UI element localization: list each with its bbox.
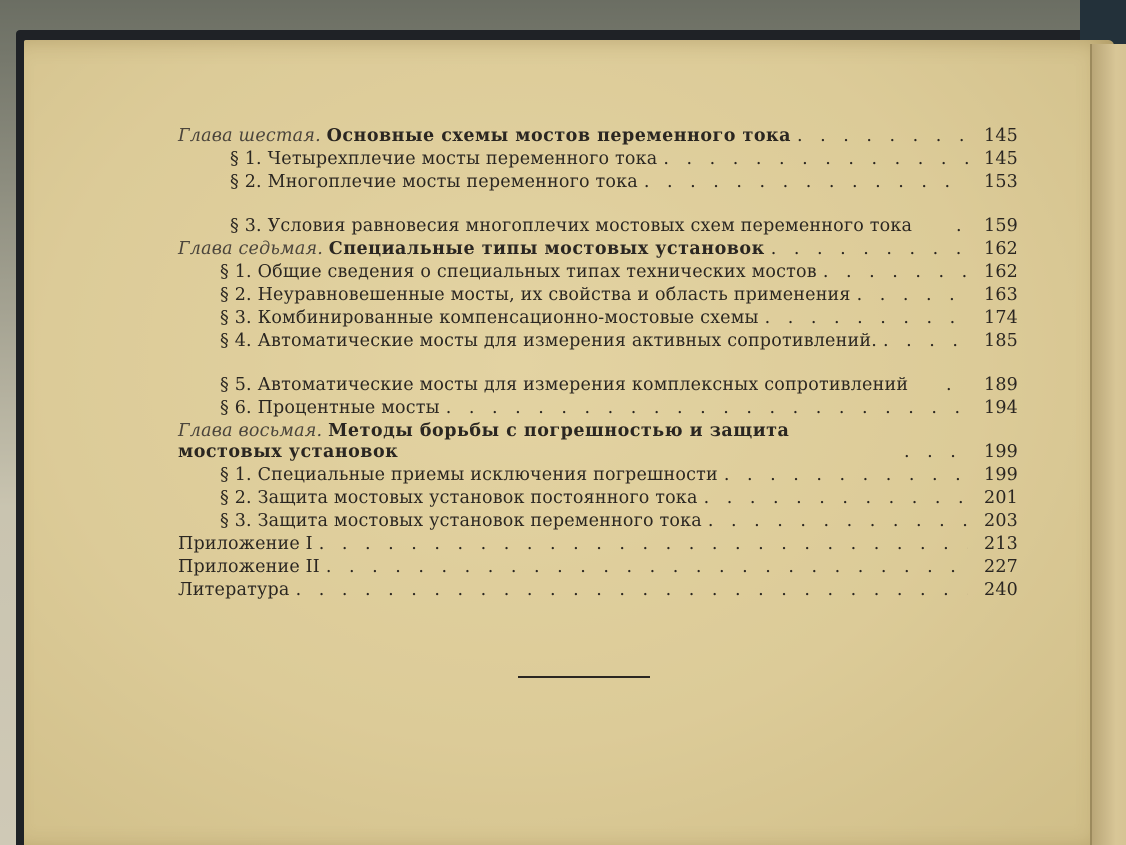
toc-section <box>178 352 1018 396</box>
toc-chapter-7 <box>178 237 1018 260</box>
dot-leader <box>823 262 968 283</box>
toc-literature <box>178 578 1018 601</box>
page-number: 194 <box>983 398 1018 418</box>
toc-section <box>178 170 1018 193</box>
appendix-text: Приложение II <box>178 557 320 577</box>
page-number: 201 <box>983 488 1018 508</box>
dot-leader <box>319 534 968 555</box>
section-text: § 2. Защита мостовых установок постоянного тока <box>220 488 698 508</box>
section-text: § 1. Общие сведения о специальных типах технических мостов <box>220 262 817 282</box>
chapter-label: Глава восьмая. <box>178 421 323 441</box>
chapter-heading <box>178 421 898 463</box>
dot-leader <box>771 239 968 260</box>
chapter-title: Основные схемы мостов переменного тока <box>326 126 792 146</box>
book-page-edge <box>1090 44 1126 845</box>
end-rule <box>518 676 650 678</box>
dot-leader <box>956 216 968 237</box>
toc-section <box>178 329 1018 352</box>
dot-leader <box>883 331 968 352</box>
section-text: § 2. Многоплечие мосты переменного тока <box>230 172 638 192</box>
section-text: § 3. Условия равновесия многоплечих мостовых схем переменного тока <box>230 216 913 236</box>
section-text: § 4. Автоматические мосты для измерения активных сопротивлений. <box>220 331 877 351</box>
toc-section <box>178 260 1018 283</box>
toc-section <box>178 486 1018 509</box>
page-number: 199 <box>983 465 1018 485</box>
page-number: 185 <box>983 331 1018 351</box>
toc-section <box>178 147 1018 170</box>
page-number: 162 <box>983 262 1018 282</box>
page-number: 153 <box>983 172 1018 192</box>
page-number: 203 <box>983 511 1018 531</box>
chapter-title: Методы борьбы с погрешностью и защита мостовых установок <box>178 421 790 462</box>
dot-leader <box>904 442 968 463</box>
dot-leader <box>857 285 968 306</box>
literature-text: Литература <box>178 580 290 600</box>
toc-section <box>178 509 1018 532</box>
page-number: 213 <box>983 534 1018 554</box>
toc-appendix <box>178 555 1018 578</box>
dot-leader <box>946 375 968 396</box>
dot-leader <box>765 308 968 329</box>
page-number: 227 <box>983 557 1018 577</box>
toc-section <box>178 463 1018 486</box>
dot-leader <box>704 488 968 509</box>
section-text: § 3. Комбинированные компенсационно-мостовые схемы <box>220 308 759 328</box>
toc-section <box>178 396 1018 419</box>
page-number: 159 <box>983 216 1018 236</box>
dot-leader <box>724 465 968 486</box>
section-text: § 1. Четырехплечие мосты переменного тока <box>230 149 658 169</box>
page-number: 189 <box>983 375 1018 395</box>
page-number: 145 <box>983 149 1018 169</box>
appendix-text: Приложение I <box>178 534 313 554</box>
dot-leader <box>326 557 968 578</box>
toc-appendix <box>178 532 1018 555</box>
dot-leader <box>708 511 968 532</box>
page-number: 163 <box>983 285 1018 305</box>
section-text: § 2. Неуравновешенные мосты, их свойства и область применения <box>220 285 851 305</box>
section-text: § 3. Защита мостовых установок переменного тока <box>220 511 702 531</box>
page-number: 240 <box>983 580 1018 600</box>
dot-leader <box>663 149 968 170</box>
chapter-label: Глава шестая. <box>178 126 321 146</box>
toc-section <box>178 283 1018 306</box>
table-of-contents <box>178 124 1018 601</box>
toc-section <box>178 306 1018 329</box>
toc-section <box>178 193 1018 237</box>
dot-leader <box>446 398 968 419</box>
page-number: 162 <box>983 239 1018 259</box>
dot-leader <box>644 172 968 193</box>
dot-leader <box>296 580 968 601</box>
toc-chapter-8 <box>178 419 1018 463</box>
section-text: § 5. Автоматические мосты для измерения комплексных сопротивлений <box>220 375 909 395</box>
page-number: 174 <box>983 308 1018 328</box>
page-number: 199 <box>983 442 1018 462</box>
chapter-label: Глава седьмая. <box>178 239 324 259</box>
section-text: § 6. Процентные мосты <box>220 398 440 418</box>
page-number: 145 <box>983 126 1018 146</box>
dot-leader <box>797 126 968 147</box>
toc-chapter-6 <box>178 124 1018 147</box>
section-text: § 1. Специальные приемы исключения погрешности <box>220 465 718 485</box>
chapter-title: Специальные типы мостовых установок <box>328 239 765 259</box>
